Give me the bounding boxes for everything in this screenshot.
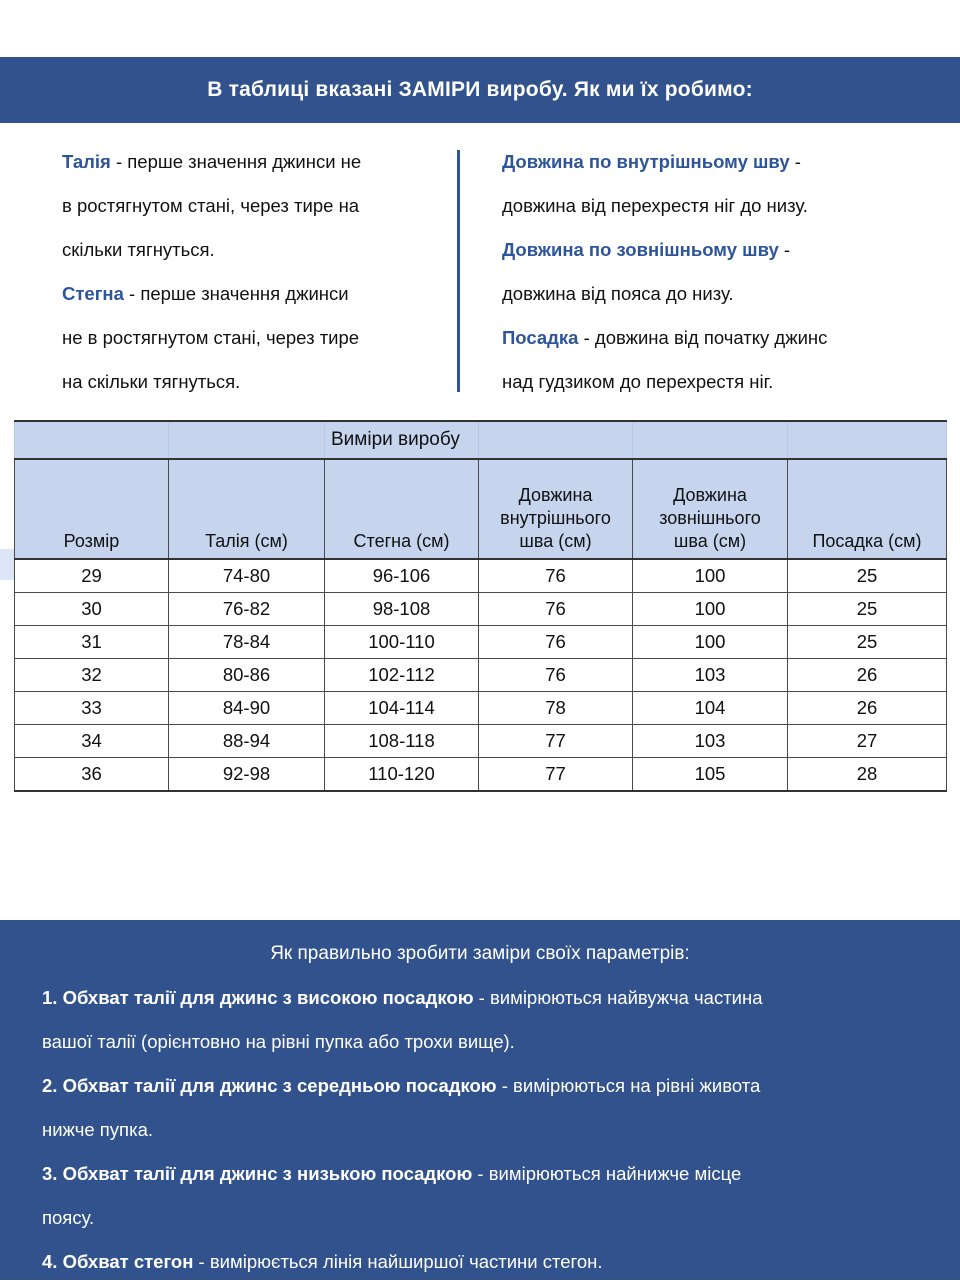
table-cell-waist: 84-90 [169, 692, 325, 725]
table-cell-inseam: 77 [479, 758, 633, 792]
definitions-divider [457, 150, 460, 392]
table-left-edge-artifact [0, 549, 14, 580]
table-cell-inseam: 78 [479, 692, 633, 725]
table-header-cell-inseam [479, 459, 633, 559]
header-line: Стегна (см) [353, 531, 450, 551]
definition-term: Посадка [502, 327, 579, 348]
table-header-cell-hips [325, 459, 479, 559]
definitions-column-left [62, 140, 442, 404]
definition-line [62, 316, 442, 360]
table-cell-hips: 104-114 [325, 692, 479, 725]
instruction-text: - вимірюються найнижче місце [472, 1163, 742, 1184]
definition-text: довжина від перехрестя ніг до низу. [502, 195, 808, 216]
size-table [14, 420, 947, 792]
instruction-bold: 1. Обхват талії для джинс з високою посадкою [42, 987, 474, 1008]
table-cell-size: 29 [15, 559, 169, 593]
table-row [15, 758, 947, 792]
table-cell-rise: 25 [788, 626, 947, 659]
table-cell-hips: 108-118 [325, 725, 479, 758]
instruction-bold: 4. Обхват стегон [42, 1251, 194, 1272]
table-cell-hips: 98-108 [325, 593, 479, 626]
table-cell-rise: 26 [788, 692, 947, 725]
instruction-bold: 2. Обхват талії для джинс з середньою посадкою [42, 1075, 497, 1096]
header-line: Талія (см) [205, 531, 288, 551]
definitions-column-right [502, 140, 932, 404]
table-header-cell-size [15, 459, 169, 559]
header-line: внутрішнього [500, 508, 611, 528]
table-cell-outseam: 103 [633, 659, 788, 692]
table-cell-waist: 78-84 [169, 626, 325, 659]
definition-line [502, 228, 932, 272]
header-line: зовнішнього [659, 508, 761, 528]
bottom-panel-title: Як правильно зробити заміри своїх параметрів: [270, 943, 690, 964]
table-row [15, 559, 947, 593]
instruction-text: вашої талії (орієнтовно на рівні пупка або трохи вище). [42, 1031, 515, 1052]
definition-line [62, 272, 442, 316]
table-cell-hips: 102-112 [325, 659, 479, 692]
instruction-text: - вимірюються найвужча частина [473, 987, 763, 1008]
table-cell-size: 36 [15, 758, 169, 792]
definition-line [502, 316, 932, 360]
table-header-cell-rise [788, 459, 947, 559]
definition-line [502, 140, 932, 184]
instruction-line [42, 1020, 920, 1064]
table-merged-cell-blank [479, 421, 633, 459]
definition-text: - [778, 239, 791, 260]
definition-text: - довжина від початку джинс [578, 327, 828, 348]
definition-term: Стегна [62, 283, 124, 304]
definition-text: в ростягнутом стані, через тире на [62, 195, 360, 216]
table-cell-size: 34 [15, 725, 169, 758]
table-cell-inseam: 77 [479, 725, 633, 758]
table-row [15, 659, 947, 692]
definition-text: скільки тягнуться. [62, 239, 215, 260]
header-line: Розмір [63, 531, 120, 551]
bottom-instructions-list [0, 976, 960, 1284]
definition-text: - [789, 151, 801, 172]
table-row [15, 593, 947, 626]
definition-line [62, 140, 442, 184]
table-cell-waist: 76-82 [169, 593, 325, 626]
table-cell-rise: 27 [788, 725, 947, 758]
table-header-cell-waist [169, 459, 325, 559]
definition-text: над гудзиком до перехрестя ніг. [502, 371, 774, 392]
definition-text: - перше значення джинси [123, 283, 349, 304]
table-row [15, 725, 947, 758]
instruction-line [42, 1152, 920, 1196]
table-cell-size: 33 [15, 692, 169, 725]
definition-text: довжина від пояса до низу. [502, 283, 734, 304]
instruction-text: - вимірюється лінія найширшої частини стегон. [193, 1251, 603, 1272]
header-line: шва (см) [519, 531, 592, 551]
table-cell-rise: 25 [788, 559, 947, 593]
table-cell-outseam: 105 [633, 758, 788, 792]
table-cell-outseam: 100 [633, 559, 788, 593]
top-banner [0, 57, 960, 123]
definition-line [62, 228, 442, 272]
table-cell-outseam: 100 [633, 593, 788, 626]
header-line: Довжина [518, 485, 593, 505]
instruction-text: - вимірюються на рівні живота [496, 1075, 761, 1096]
definition-term: Талія [62, 151, 111, 172]
table-cell-waist: 92-98 [169, 758, 325, 792]
definition-line [502, 360, 932, 404]
definition-text: на скільки тягнуться. [62, 371, 241, 392]
table-cell-rise: 25 [788, 593, 947, 626]
definition-term: Довжина по внутрішньому шву [502, 151, 790, 172]
header-line: Посадка (см) [812, 531, 922, 551]
instruction-text: поясу. [42, 1207, 95, 1228]
table-cell-inseam: 76 [479, 593, 633, 626]
bottom-instructions-panel [0, 920, 960, 1280]
table-header-cell-outseam [633, 459, 788, 559]
table-cell-rise: 26 [788, 659, 947, 692]
instruction-line [42, 1196, 920, 1240]
instruction-bold: 3. Обхват талії для джинс з низькою посадкою [42, 1163, 473, 1184]
table-cell-hips: 96-106 [325, 559, 479, 593]
instruction-line [42, 1108, 920, 1152]
table-cell-rise: 28 [788, 758, 947, 792]
size-table-container [14, 420, 946, 792]
definition-line [62, 360, 442, 404]
table-merged-cell-blank [169, 421, 325, 459]
table-cell-waist: 74-80 [169, 559, 325, 593]
definition-text: не в ростягнутом стані, через тире [62, 327, 360, 348]
table-merged-cell-blank [633, 421, 788, 459]
table-cell-inseam: 76 [479, 559, 633, 593]
definition-line [502, 184, 932, 228]
definition-line [502, 272, 932, 316]
table-merged-cell-blank [15, 421, 169, 459]
table-cell-size: 31 [15, 626, 169, 659]
table-row [15, 626, 947, 659]
header-line: Довжина [673, 485, 747, 505]
table-merged-title: Виміри виробу [325, 421, 479, 459]
table-cell-outseam: 100 [633, 626, 788, 659]
top-banner-title: В таблиці вказані ЗАМІРИ виробу. Як ми їх робимо: [207, 78, 753, 101]
definition-line [62, 184, 442, 228]
definition-text: - перше значення джинси не [110, 151, 362, 172]
table-cell-outseam: 104 [633, 692, 788, 725]
instruction-line [42, 1064, 920, 1108]
table-cell-hips: 100-110 [325, 626, 479, 659]
table-row [15, 692, 947, 725]
table-cell-outseam: 103 [633, 725, 788, 758]
definition-term: Довжина по зовнішньому шву [502, 239, 779, 260]
table-cell-inseam: 76 [479, 659, 633, 692]
table-cell-inseam: 76 [479, 626, 633, 659]
table-cell-waist: 80-86 [169, 659, 325, 692]
table-cell-waist: 88-94 [169, 725, 325, 758]
table-cell-size: 30 [15, 593, 169, 626]
header-line: шва (см) [673, 531, 747, 551]
definitions-section [0, 140, 960, 400]
table-merged-cell-blank [788, 421, 947, 459]
table-merged-title-row [15, 421, 947, 459]
instruction-line [42, 976, 920, 1020]
instruction-line [42, 1240, 920, 1284]
instruction-text: нижче пупка. [42, 1119, 153, 1140]
table-header-row [15, 459, 947, 559]
table-cell-size: 32 [15, 659, 169, 692]
table-cell-hips: 110-120 [325, 758, 479, 792]
